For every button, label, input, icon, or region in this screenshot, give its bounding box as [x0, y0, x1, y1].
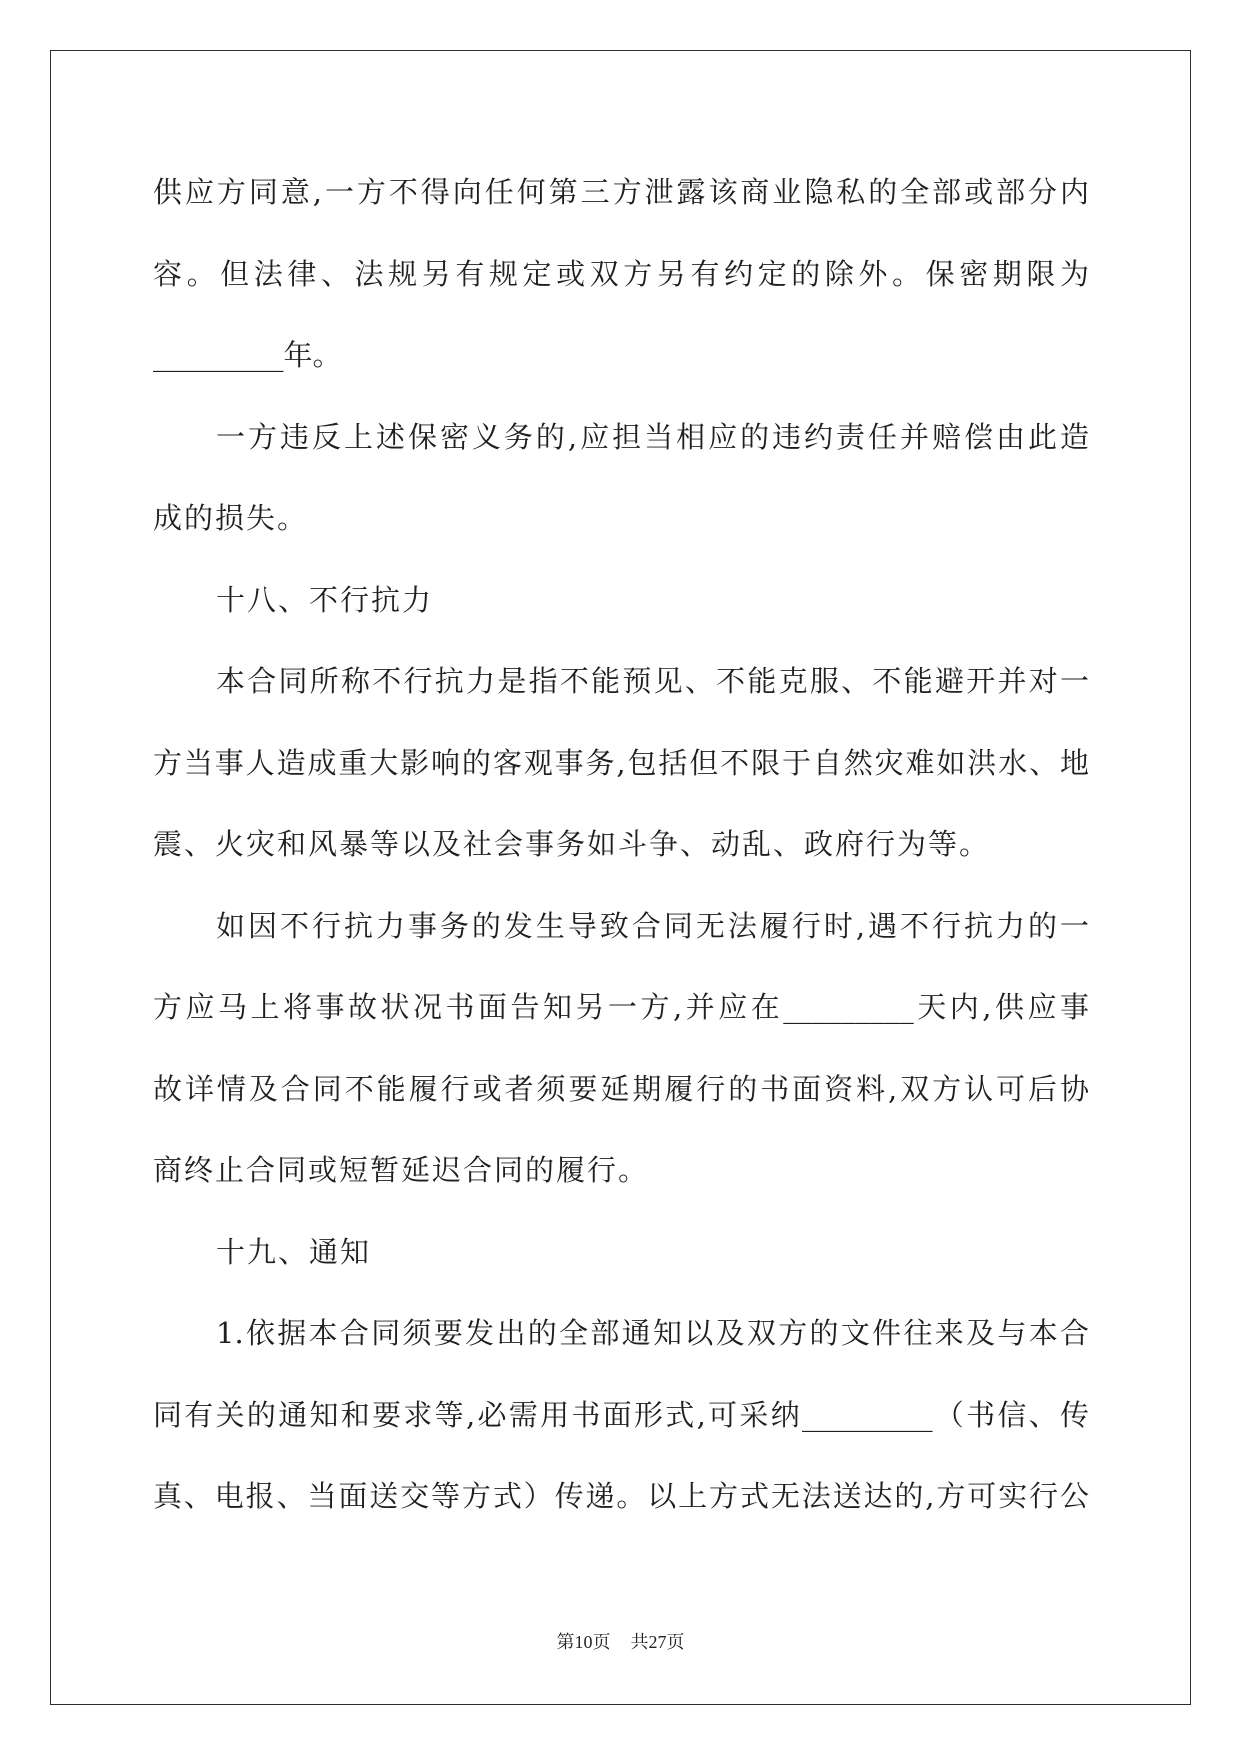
page-number: 第10页	[556, 1632, 611, 1652]
text-line-days-blank: 方应马上将事故状况书面告知另一方,并应在_________天内,供应事	[153, 990, 1089, 1024]
text-line-method-blank: 同有关的通知和要求等,必需用书面形式,可采纳_________（书信、传	[153, 1397, 1089, 1432]
text-line: 供应方同意,一方不得向任何第三方泄露该商业隐私的全部或部分内	[153, 175, 1089, 209]
confidentiality-paragraph	[153, 152, 1089, 397]
text-line: 故详情及合同不能履行或者须要延期履行的书面资料,双方认可后协	[153, 1071, 1089, 1106]
text-line: 成的损失。	[153, 501, 309, 535]
text-line: 商终止合同或短暂延迟合同的履行。	[153, 1153, 650, 1187]
text-line: 一方违反上述保密义务的,应担当相应的违约责任并赔偿由此造	[216, 419, 1089, 454]
page-footer	[0, 1628, 1241, 1656]
section-heading-force-majeure: 十八、不行抗力	[216, 582, 434, 617]
text-line: 方当事人造成重大影响的客观事务,包括但不限于自然灾难如洪水、地	[153, 745, 1089, 780]
force-majeure-procedure-paragraph	[153, 886, 1089, 1212]
text-line: 真、电报、当面送交等方式）传递。以上方式无法送达的,方可实行公	[153, 1479, 1089, 1513]
text-line: 震、火灾和风暴等以及社会事务如斗争、动乱、政府行为等。	[153, 827, 991, 861]
section-18-heading-block	[153, 560, 1089, 642]
text-line: 1.依据本合同须要发出的全部通知以及双方的文件往来及与本合	[216, 1316, 1089, 1350]
breach-paragraph	[153, 397, 1089, 560]
section-19-heading-block	[153, 1212, 1089, 1294]
notice-clause-1-paragraph	[153, 1293, 1089, 1538]
text-line: 如因不行抗力事务的发生导致合同无法履行时,遇不行抗力的一	[216, 908, 1089, 943]
force-majeure-definition-paragraph	[153, 641, 1089, 886]
text-line: 容。但法律、法规另有规定或双方另有约定的除外。保密期限为	[153, 256, 1089, 291]
text-line: 本合同所称不行抗力是指不能预见、不能克服、不能避开并对一	[216, 664, 1089, 698]
section-heading-notice: 十九、通知	[216, 1234, 372, 1269]
text-line-term-blank: _________年。	[153, 338, 342, 372]
page-total: 共27页	[630, 1632, 685, 1652]
contract-body	[153, 152, 1089, 1538]
